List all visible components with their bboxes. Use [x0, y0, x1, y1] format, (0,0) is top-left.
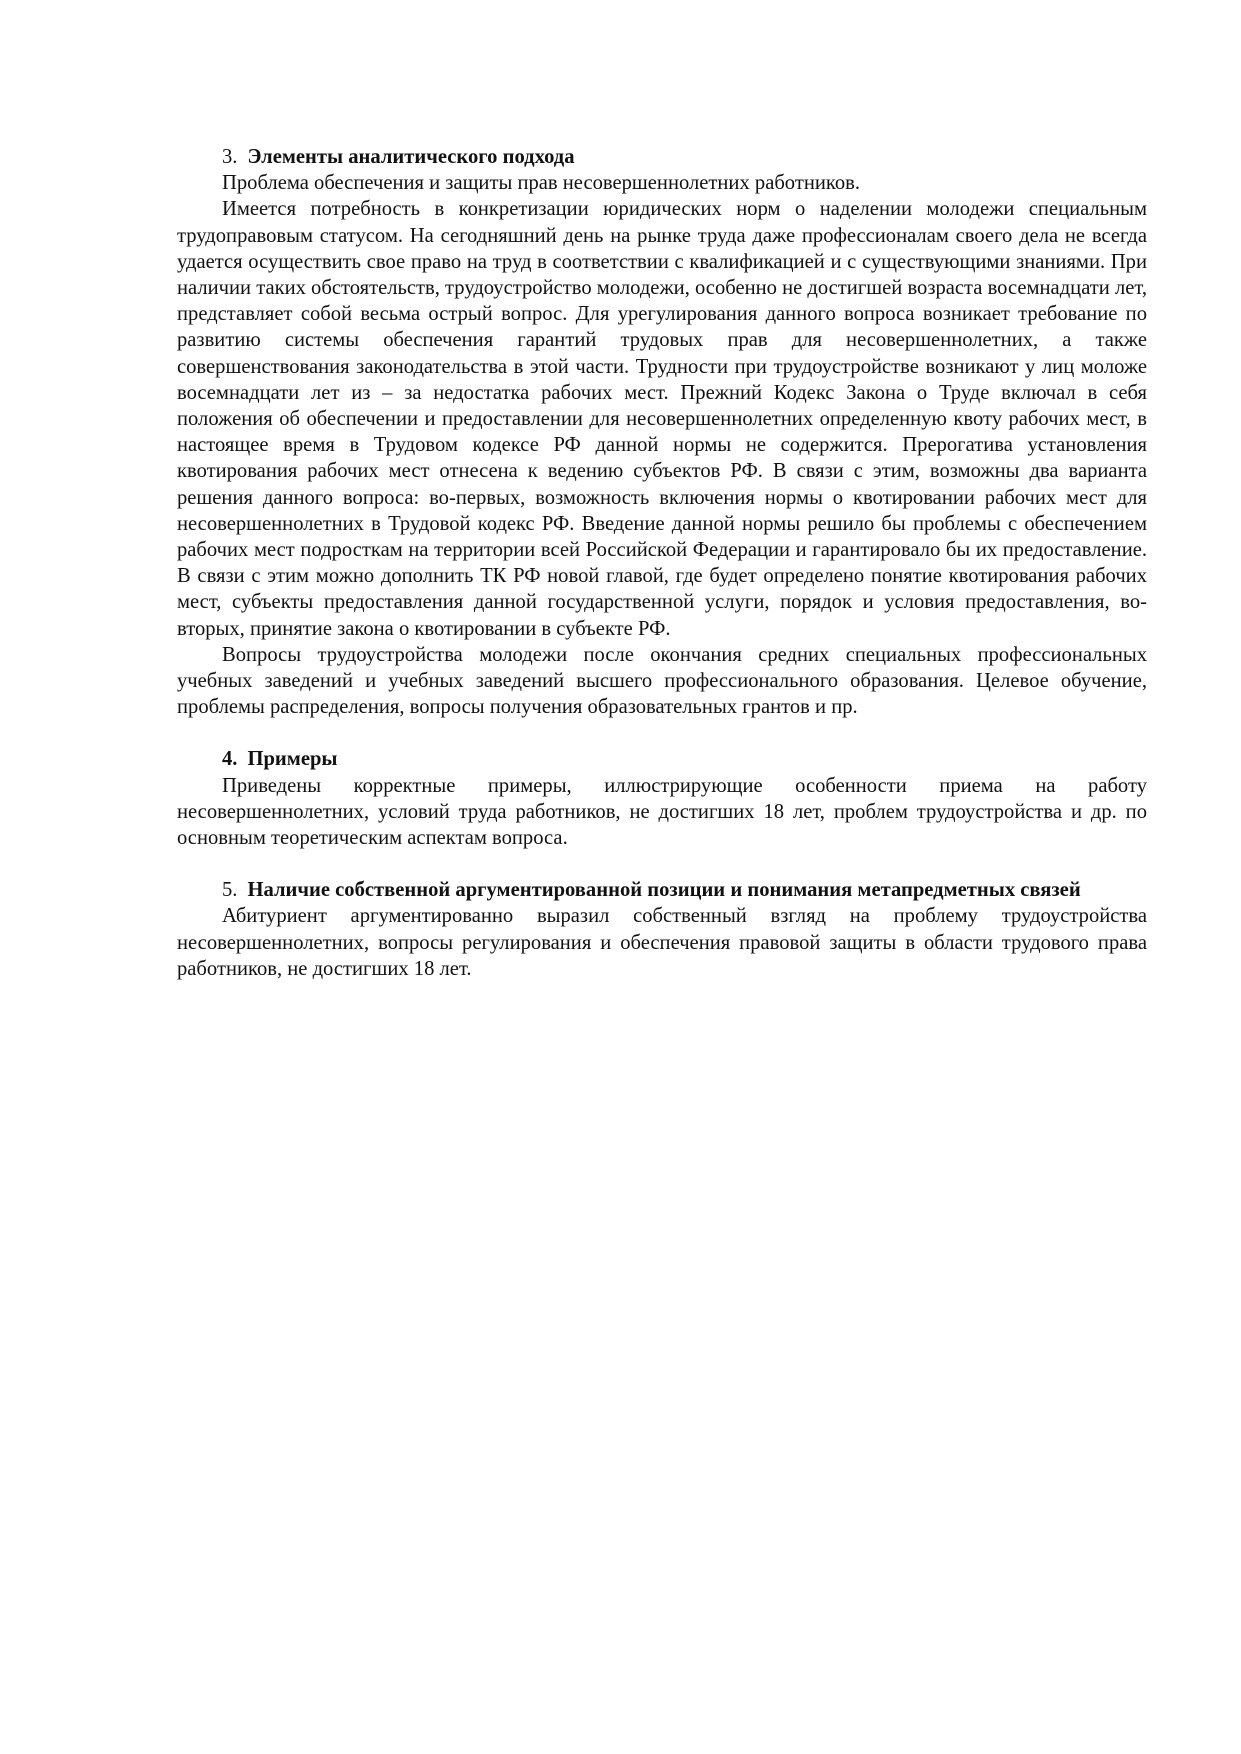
section-5-heading — [177, 877, 1147, 903]
spacer — [177, 720, 1147, 746]
section-4-paragraph: Приведены корректные примеры, иллюстрирующие особенности приема на работу несовершеннолетних, условий труда работников, не достигших 18 лет, проблем трудоустройства и др. по основным теоретическим аспектам вопроса. — [177, 774, 1147, 850]
spacer — [177, 851, 1147, 877]
section-5-paragraph: Абитуриент аргументированно выразил собственный взгляд на проблему трудоустройства несовершеннолетних, вопросы регулирования и обеспечения правовой защиты в области трудового права работников, не достигших 18 лет. — [177, 905, 1147, 980]
document-page — [177, 144, 1147, 982]
section-4-number: 4. — [222, 748, 238, 771]
section-5-title: Наличие собственной аргументированной позиции и понимания метапредметных связей — [247, 879, 1081, 902]
section-4-heading — [177, 746, 1147, 772]
section-3-paragraph-2: Имеется потребность в конкретизации юридических норм о наделении молодежи специальным трудоправовым статусом. На сегодняшний день на рынке труда даже профессионалам своего дела не всегда удается осуществить свое право на труд в соответствии с квалификацией и с существующими знаниями. При наличии таких обстоятельств, трудоустройство молодежи, особенно не достигшей возраста восемнадцати лет, представляет собой весьма острый вопрос. Для урегулирования данного вопроса возникает требование по развитию системы обеспечения гарантий трудовых прав для несовершеннолетних, а также совершенствования законодательства в этой части. Трудности при трудоустройстве возникают у лиц моложе восемнадцати лет из – за недостатка рабочих мест. Прежний Кодекс Закона о Труде включал в себя положения об обеспечении и предоставлении для несовершеннолетних определенную квоту рабочих мест, в настоящее время в Трудовом кодексе РФ данной нормы не содержится. Прерогатива установления квотирования рабочих мест отнесена к ведению субъектов РФ. В связи с этим, возможны два варианта решения данного вопроса: во-первых, возможность включения нормы о квотировании рабочих мест для несовершеннолетних в Трудовой кодекс РФ. Введение данной нормы решило бы проблемы с обеспечением рабочих мест подросткам на территории всей Российской Федерации и гарантировало бы их предоставление. В связи с этим можно дополнить ТК РФ новой главой, где будет определено понятие квотирования рабочих мест, субъекты предоставления данной государственной услуги, порядок и условия предоставления, во-вторых, принятие закона о квотировании в субъекте РФ. — [177, 198, 1147, 640]
section-3-number: 3. — [222, 146, 238, 168]
section-3-title: Элементы аналитического подхода — [247, 146, 575, 168]
section-3-paragraph-1: Проблема обеспечения и защиты прав несовершеннолетних работников. — [222, 172, 861, 195]
section-3-paragraph-3: Вопросы трудоустройства молодежи после окончания средних специальных профессиональных учебных заведений и учебных заведений высшего профессионального образования. Целевое обучение, проблемы распределения, вопросы получения образовательных грантов и пр. — [177, 643, 1147, 719]
section-5-number: 5. — [222, 879, 238, 902]
section-4-title: Примеры — [247, 748, 338, 771]
section-3-heading — [177, 144, 1147, 170]
